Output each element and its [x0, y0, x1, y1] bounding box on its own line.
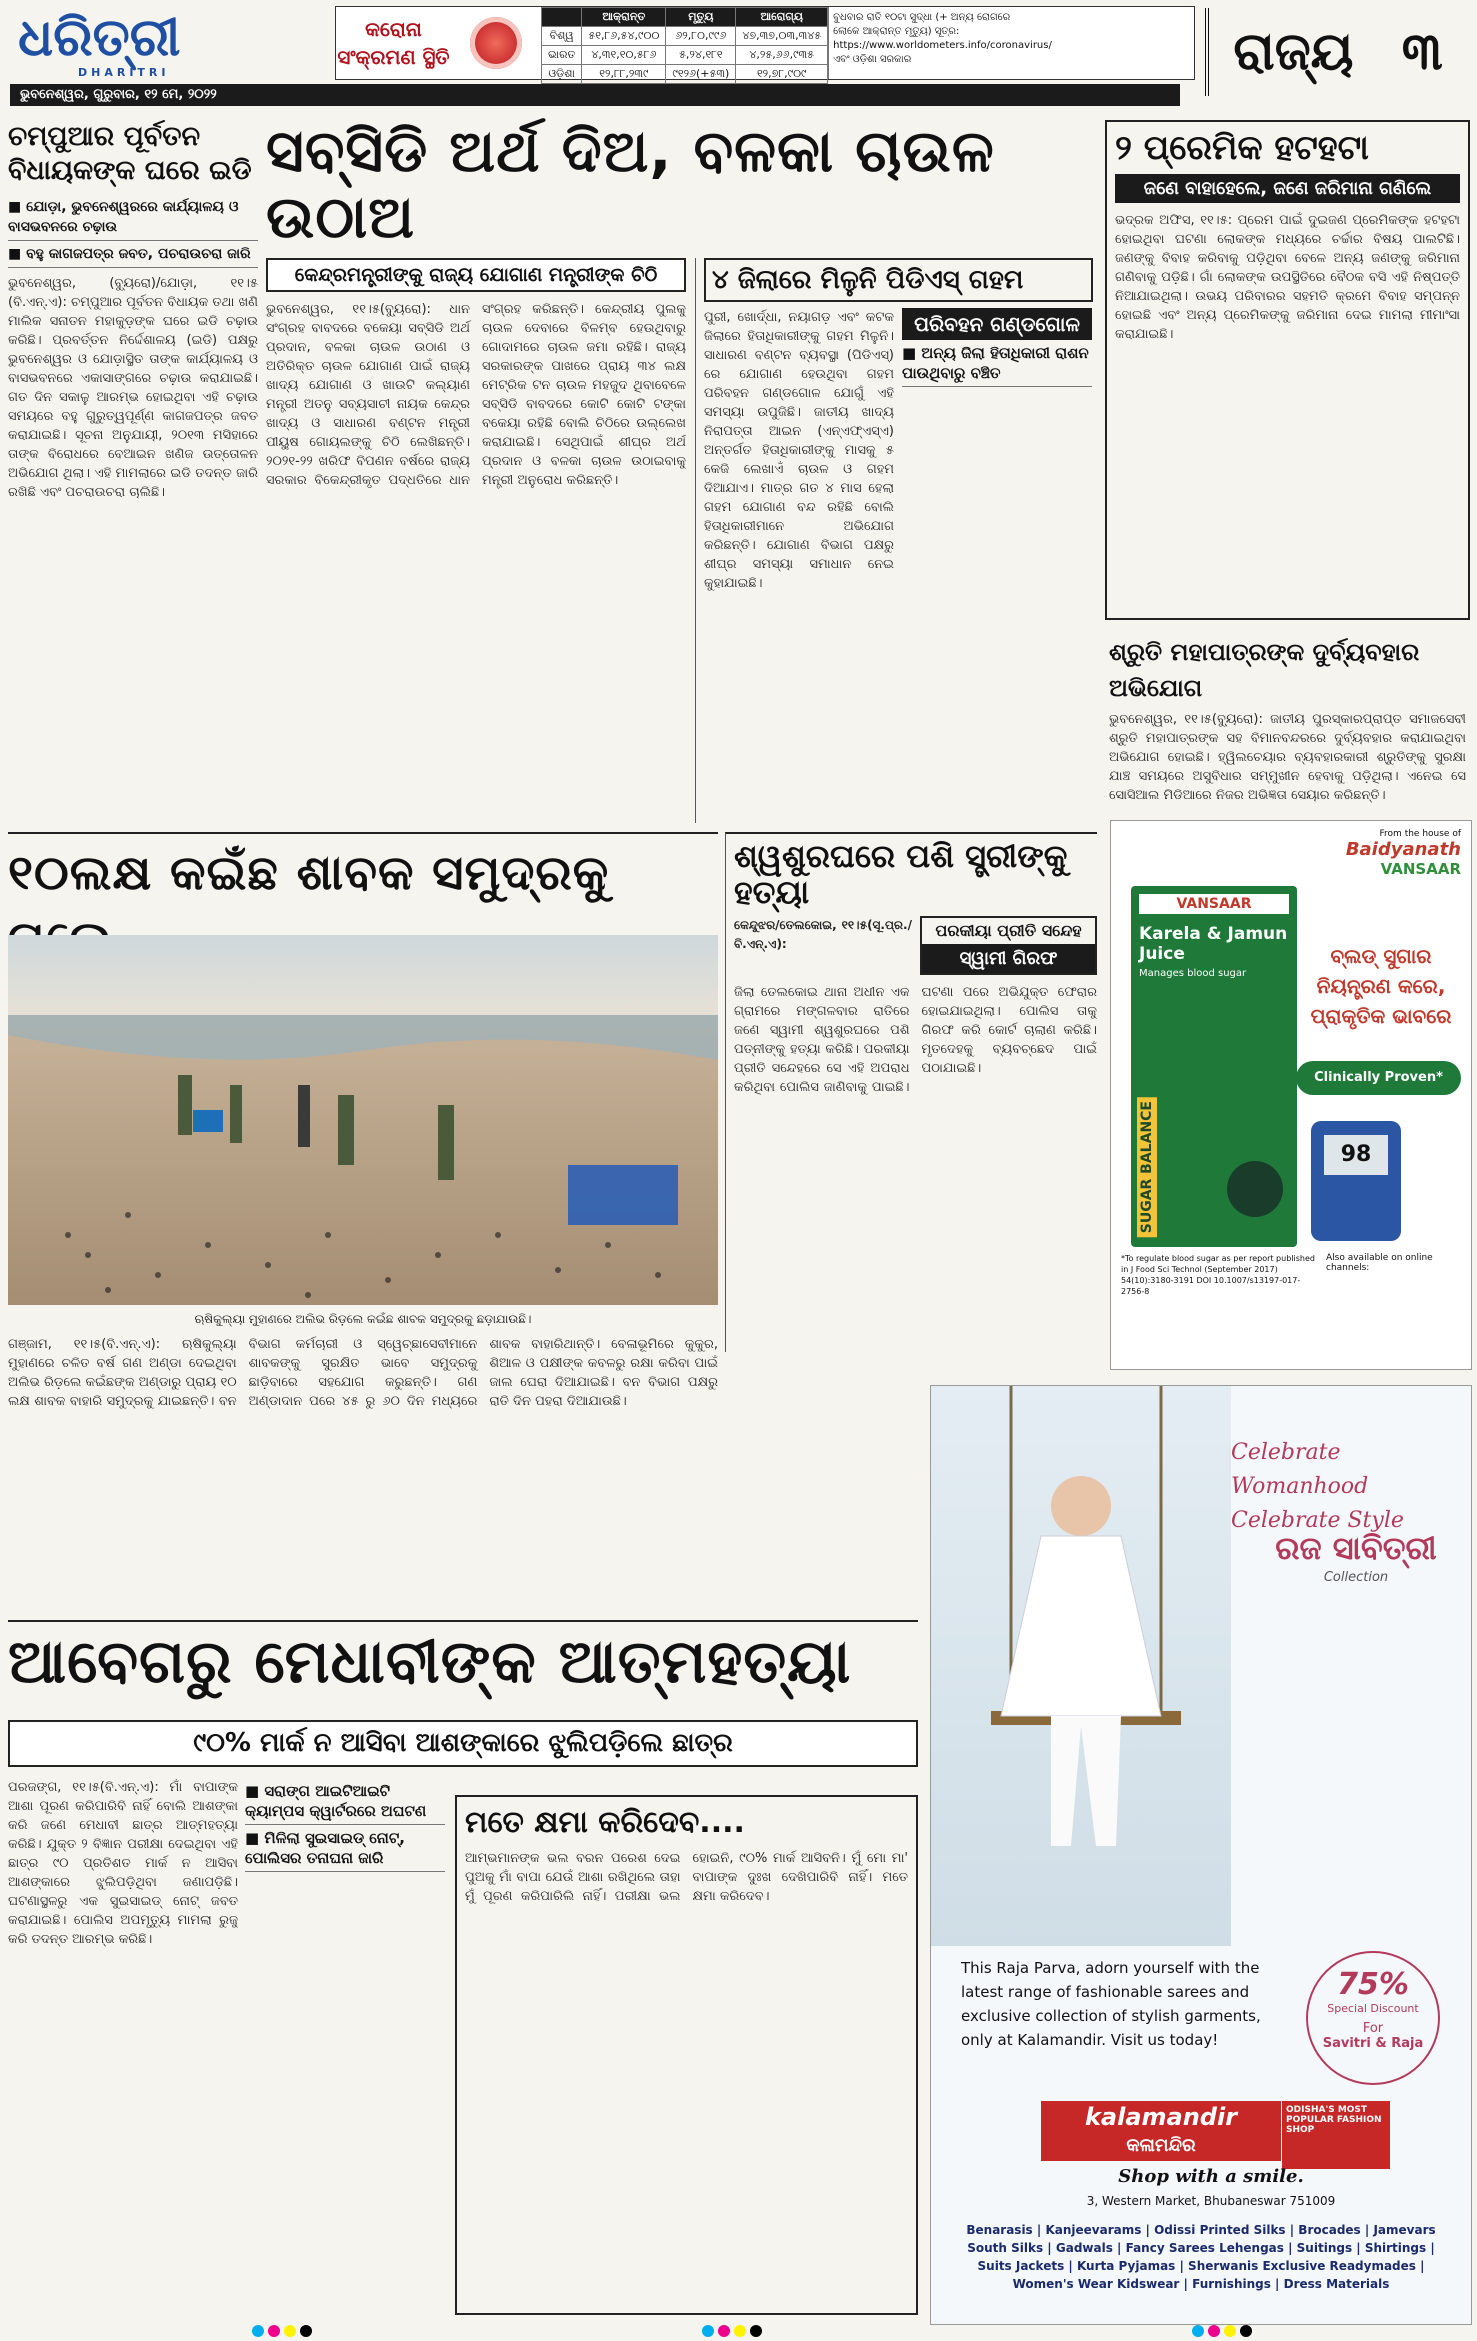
bottle-brand: VANSAAR — [1139, 894, 1289, 914]
beach-photo-illustration — [8, 935, 718, 1305]
covid-header-cell: ଆରୋଗ୍ୟ — [736, 8, 828, 27]
juice-bottle — [1131, 886, 1297, 1247]
story-suicide-bullets — [245, 1778, 445, 1948]
story-body: ଜିଲା ତେଲକୋଇ ଥାନା ଅଧୀନ ଏକ ଗ୍ରାମରେ ମଙ୍ଗଳବାର ରାତିରେ ଜଣେ ସ୍ୱାମୀ ଶ୍ୱଶୁରଘରେ ପଶି ପତ୍ନୀଙ୍କୁ ହତ୍ୟା କରିଛି। ପରକୀୟା ପ୍ରୀତି ସନ୍ଦେହରେ ସେ ଏହି ଅପରାଧ କରିଥିବା ପୋଲିସ ଜାଣିବାକୁ ପାଇଛି। ଘଟଣା ପରେ ଅଭିଯୁକ୍ତ ଫେରାର ହୋଇଯାଇଥିଲା। ପୋଲିସ ତାକୁ ଗିରଫ କରି କୋର୍ଟ ଚାଲାଣ କରିଛି। ମୃତଦେହକୁ ବ୍ୟବଚ୍ଛେଦ ପାଇଁ ପଠାଯାଇଛି। — [734, 985, 1097, 1095]
covid-cell: ୧୨,୮୮,୨୩୯ — [582, 65, 666, 84]
ad-footnote: *To regulate blood sugar as per report published in J Food Sci Technol (September 2017) 54(10):3180-3191 DOI 10.1007/s13197-017-2756-8 — [1121, 1254, 1315, 1296]
logo-brand: kalamandir — [1084, 2103, 1238, 2131]
story-subsidy — [266, 258, 686, 823]
bottle-side-label: SUGAR BALANCE — [1137, 1097, 1157, 1237]
baidyanath-ad[interactable] — [1110, 820, 1472, 1370]
story-shruti — [1105, 630, 1470, 815]
covid-header-cell — [542, 8, 582, 27]
ad-collection-sub: Collection — [1323, 1570, 1389, 1585]
story-body: ପୁରୀ, ଖୋର୍ଦ୍ଧା, ନୟାଗଡ଼ ଏବଂ କଟକ ଜିଲାରେ ହିତାଧିକାରୀଙ୍କୁ ଗହମ ମିଳୁନି। ସାଧାରଣ ବଣ୍ଟନ ବ୍ୟବସ୍ଥା (ପିଡିଏସ୍) ରେ ଯୋଗାଣ ହେଉଥିବା ଗହମ ପରିବହନ ଗଣ୍ଡଗୋଳ ଯୋଗୁଁ ଏହି ସମସ୍ୟା ଉପୁଜିଛି। ଜାତୀୟ ଖାଦ୍ୟ ନିରାପତ୍ତା ଆଇନ (ଏନ୍‌ଏଫ୍‌ଏସ୍‌ଏ) ଅନ୍ତର୍ଗତ ହିତାଧିକାରୀଙ୍କୁ ମାସକୁ ୫ କେଜି ଲେଖାଏଁ ଚାଉଳ ଓ ଗହମ ଦିଆଯାଏ। ମାତ୍ର ଗତ ୪ ମାସ ହେଲା ଗହମ ଯୋଗାଣ ବନ୍ଦ ରହିଛି ବୋଲି ହିତାଧିକାରୀମାନେ ଅଭିଯୋଗ କରିଛନ୍ତି। ଯୋଗାଣ ବିଭାଗ ପକ୍ଷରୁ ଶୀଘ୍ର ସମସ୍ୟା ସମାଧାନ ନେଇ କୁହାଯାଇଛି। — [704, 310, 894, 591]
story-bullet: ■ ସରାଙ୍ଗ ଆଇଟିଆଇଟି କ୍ୟାମ୍ପସ କ୍ୱାର୍ଟରରେ ଅଘଟଣ — [245, 1778, 445, 1825]
ad-body-text: This Raja Parva, adorn yourself with the latest range of fashionable sarees and exclusive collection of stylish garments, only at Kalamandir. Visit us today! — [961, 1959, 1261, 2049]
story-suicide-body-left — [8, 1778, 238, 2313]
discount-for: For — [1362, 2021, 1384, 2036]
story-body: ଭୁବନେଶ୍ୱର, ୧୧।୫(ବ୍ୟୁରୋ): ଜାତୀୟ ପୁରସ୍କାରପ୍ରାପ୍ତ ସମାଜସେବୀ ଶ୍ରୁତି ମହାପାତ୍ରଙ୍କ ସହ ବିମାନବନ୍ଦରରେ ଦୁର୍ବ୍ୟବହାର କରାଯାଇଥିବା ଅଭିଯୋଗ ହୋଇଛି। ହ୍ୱିଲଚେୟାର ବ୍ୟବହାରକାରୀ ଶ୍ରୁତିଙ୍କୁ ସୁରକ୍ଷା ଯାଞ୍ଚ ସମୟରେ ଅସୁବିଧାର ସମ୍ମୁଖୀନ ହେବାକୁ ପଡ଼ିଥିଲା। ଏନେଇ ସେ ସୋସିଆଲ ମିଡିଆରେ ନିଜର ଅଭିଜ୍ଞତା ସେୟାର କରିଛନ୍ତି। — [1109, 712, 1466, 803]
story-sidebox — [902, 308, 1092, 788]
covid-title: କରୋନା ସଂକ୍ରମଣ ସ୍ଥିତି — [337, 17, 450, 69]
story-body: ପରଜଙ୍ଗ, ୧୧।୫(ବି.ଏନ୍.ଏ): ମାଁ ବାପାଙ୍କ ଆଶା ପୂରଣ କରିପାରିବି ନାହିଁ ବୋଲି ଆଶଙ୍କା କରି ଜଣେ ମେଧାବୀ ଛାତ୍ର ଆତ୍ମହତ୍ୟା କରିଛି। ଯୁକ୍ତ ୨ ବିଜ୍ଞାନ ପରୀକ୍ଷା ଦେଇଥିବା ଏହି ଛାତ୍ର ୯୦ ପ୍ରତିଶତ ମାର୍କ ନ ଆସିବା ଆଶଙ୍କାରେ ଝୁଲିପଡ଼ିଥିବା ଜଣାପଡ଼ିଛି। ଘଟଣାସ୍ଥଳରୁ ଏକ ସୁଇସାଇଡ୍ ନୋଟ୍ ଜବତ କରାଯାଇଛି। ପୋଲିସ ଅପମୃତ୍ୟୁ ମାମଲା ରୁଜୁ କରି ତଦନ୍ତ ଆରମ୍ଭ କରିଛି। — [8, 1780, 238, 1947]
story-suicide-headline — [8, 1620, 918, 1710]
covid-cell: ୫,୨୪,୧୮୧ — [666, 46, 736, 65]
glucose-meter-icon — [1311, 1121, 1401, 1241]
model-on-swing-illustration — [931, 1386, 1231, 1946]
print-registration-marks — [0, 2318, 1477, 2339]
covid-cell: ୪,୨୫,୬୬,୯୩୫ — [736, 46, 828, 65]
ad-collection — [1271, 1526, 1441, 1666]
story-ed-raid — [8, 120, 258, 825]
kalamandir-logo — [1041, 2101, 1281, 2161]
story-turtles-headline — [8, 832, 718, 922]
covid-header-cell: ମୃତ୍ୟୁ — [666, 8, 736, 27]
logo-text: ଧରିତ୍ରୀ — [18, 7, 181, 68]
sidebox-title: ପରିବହନ ଗଣ୍ଡଗୋଳ — [902, 308, 1092, 340]
note-body: ଆମ୍ଭମାନଙ୍କ ଭଲ ବରନ ପରେଶ ଦେଇ ପୁଅକୁ ମାଁ ବାପା ଯେଉଁ ଆଶା ରଖିଥିଲେ ତାହା ମୁଁ ପୂରଣ କରିପାରିଲି ନାହିଁ। ପରୀକ୍ଷା ଭଲ ହୋଇନି, ୯୦% ମାର୍କ ଆସିବନି। ମୁଁ ମୋ ମା' ବାପାଙ୍କ ଦୁଃଖ ଦେଖିପାରିବି ନାହିଁ। ମତେ କ୍ଷମା କରିଦେବ। — [465, 1851, 908, 1904]
covid-cell: ଭାରତ — [542, 46, 582, 65]
discount-label: Special Discount — [1327, 2002, 1419, 2015]
turtle-photo — [8, 935, 718, 1330]
covid-cell: ୫୧,୮୬,୫୪,୯୦୦ — [582, 27, 666, 46]
bottle-desc: Manages blood sugar — [1139, 968, 1247, 979]
covid-row-odisha — [542, 65, 828, 84]
discount-badge — [1306, 1951, 1440, 2085]
logo-brand-odia: କଳାମନ୍ଦିର — [1126, 2135, 1196, 2156]
ad-slogan: Shop with a smile. — [1118, 2166, 1304, 2187]
ad-headline — [1231, 1436, 1466, 1538]
box-subtitle: ସ୍ୱାମୀ ଗିରଫ — [922, 944, 1095, 973]
covid-cell: ୪,୩୧,୧୦,୫୮୬ — [582, 46, 666, 65]
logo-subtext: DHARITRI — [78, 66, 170, 79]
cmyk-swatch — [250, 2322, 314, 2341]
jamun-fruit-icon — [1227, 1161, 1283, 1217]
story-box — [920, 916, 1097, 975]
cmyk-swatch — [700, 2322, 764, 2341]
story-lovers — [1105, 120, 1470, 620]
covid-cell: ଓଡ଼ିଶା — [542, 65, 582, 84]
covid-row-world — [542, 27, 828, 46]
story-bullet: ■ ବହୁ କାଗଜପତ୍ର ଜବତ, ପଚରାଉଚରା ଜାରି — [8, 241, 258, 268]
clinically-proven-badge — [1296, 1061, 1461, 1095]
ad-collection-name: ରଜ ସାବିତ୍ରୀ — [1275, 1529, 1437, 1567]
story-body: ଭୁବନେଶ୍ୱର, ୧୧।୫(ବ୍ୟୁରୋ): ଧାନ ସଂଗ୍ରହ ବାବଦରେ ବକେୟା ସବ୍‌ସିଡି ଅର୍ଥ ପ୍ରଦାନ, ବଳକା ଚାଉଳ ଉଠାଣ ଓ ଅତିରିକ୍ତ ଚାଉଳ ଯୋଗାଣ ପାଇଁ ରାଜ୍ୟ ଖାଦ୍ୟ ଯୋଗାଣ ଓ ଖାଉଟି କଲ୍ୟାଣ ମନ୍ତ୍ରୀ ଅତନୁ ସବ୍ୟସାଚୀ ନାୟକ କେନ୍ଦ୍ର ଖାଦ୍ୟ ଓ ସାଧାରଣ ବଣ୍ଟନ ମନ୍ତ୍ରୀ ପୀୟୁଷ ଗୋୟଲଙ୍କୁ ଚିଠି ଲେଖିଛନ୍ତି। ୨୦୨୧-୨୨ ଖରିଫ ବିପଣନ ବର୍ଷରେ ରାଜ୍ୟ ସରକାର ବିକେନ୍ଦ୍ରୀକୃତ ପଦ୍ଧତିରେ ଧାନ ସଂଗ୍ରହ କରିଛନ୍ତି। କେନ୍ଦ୍ରୀୟ ପୁଲକୁ ଚାଉଳ ଦେବାରେ ବିଳମ୍ବ ହେଉଥିବାରୁ ଗୋଦାମରେ ଚାଉଳ ଜମା ରହିଛି। ରାଜ୍ୟ ସରକାରଙ୍କ ପାଖରେ ପ୍ରାୟ ୩୪ ଲକ୍ଷ ମେଟ୍ରିକ ଟନ ଚାଉଳ ମହଜୁଦ ଥିବାବେଳେ ସବ୍‌ସିଡି ବାବଦରେ କୋଟି କୋଟି ଟଙ୍କା ବକେୟା ରହିଛି ବୋଲି ଚିଠିରେ ଉଲ୍ଲେଖ କରାଯାଇଛି। ସେଥିପାଇଁ ଶୀଘ୍ର ଅର୍ଥ ପ୍ରଦାନ ଓ ବଳକା ଚାଉଳ ଉଠାଇବାକୁ ମନ୍ତ୍ରୀ ଅନୁରୋଧ କରିଛନ୍ତି। — [266, 302, 686, 488]
ad-model-image — [931, 1386, 1231, 1946]
covid-source-note: ବୁଧବାର ରାତି ୧୦ଟା ସୁଦ୍ଧା (+ ଅନ୍ୟ ରୋଗରେ ଲୋକେ ଆକ୍ରାନ୍ତ ମୃତ୍ୟୁ) ସୂତ୍ର: https://www.worldometers.info/coronavirus/ ଏବଂ ଓଡ଼ିଶା ସରକାର — [828, 7, 1027, 79]
meter-reading: 98 — [1324, 1135, 1388, 1175]
photo-caption: ଋଷିକୁଲ୍ୟା ମୁହାଣରେ ଅଲିଭ ରିଡ଼ଲେ କଇଁଛ ଶାବକ ସମୁଦ୍ରକୁ ଛଡ଼ାଯାଉଛି। — [194, 1312, 532, 1326]
shop-tag: ODISHA'S MOST POPULAR FASHION SHOP — [1281, 2101, 1390, 2169]
covid-table — [541, 7, 828, 84]
story-bullet: ■ ଯୋଡ଼ା, ଭୁବନେଶ୍ୱରରେ କାର୍ଯ୍ୟାଳୟ ଓ ବାସଭବନରେ ଚଢ଼ାଉ — [8, 194, 258, 241]
covid-cell: ୬୨,୮୦,୯୯୬ — [666, 27, 736, 46]
ad-address: 3, Western Market, Bhubaneswar 751009 — [1086, 2194, 1336, 2208]
story-headline: ୧୦ଲକ୍ଷ କଇଁଛ ଶାବକ ସମୁଦ୍ରକୁ — [8, 845, 610, 901]
section-tag — [1205, 8, 1467, 96]
box-title: ପରକୀୟା ପ୍ରୀତି ସନ୍ଦେହ — [935, 921, 1082, 940]
badge-text: Clinically Proven* — [1314, 1070, 1443, 1085]
page-number: ୩ — [1401, 22, 1443, 82]
covid-cell: ୧୨,୭୮,୯୦୯ — [736, 65, 828, 84]
sidebox-bullet: ■ ଅନ୍ୟ ଜିଲା ହିତାଧିକାରୀ ରାଶନ ପାଉଥିବାରୁ ବଞ୍ଚିତ — [902, 340, 1092, 387]
masthead-logo — [18, 7, 218, 80]
story-subsidy-headline — [266, 117, 1091, 251]
kalamandir-ad[interactable] — [930, 1385, 1472, 2325]
discount-value: 75% — [1337, 1967, 1409, 2002]
ad-line1: Celebrate Womanhood — [1231, 1440, 1369, 1499]
ad-brand-name: Baidyanath — [1345, 839, 1461, 860]
bottle-product: Karela & Jamun Juice — [1139, 924, 1288, 964]
ad-from-house: From the house of — [1379, 829, 1461, 839]
story-headline: ଚମ୍ପୁଆର ପୂର୍ବତନ ବିଧାୟକଙ୍କ ଘରେ ଇଡି — [8, 121, 252, 186]
note-title: ମତେ କ୍ଷମା କରିଦେବ.... — [465, 1805, 745, 1840]
story-subhead: କେନ୍ଦ୍ରମନ୍ତ୍ରୀଙ୍କୁ ରାଜ୍ୟ ଯୋଗାଣ ମନ୍ତ୍ରୀଙ୍କ ଚିଠି — [266, 258, 686, 292]
story-suicide-subhead — [8, 1720, 918, 1768]
story-body: ଭୁବନେଶ୍ୱର, (ବ୍ୟୁରୋ)/ଯୋଡ଼ା, ୧୧।୫ (ବି.ଏନ୍.ଏ): ଚମ୍ପୁଆର ପୂର୍ବତନ ବିଧାୟକ ତଥା ଖଣି ମାଲିକ ସନାତନ ମହାକୁଡ଼ଙ୍କ ଘରେ ଇଡି ଚଢ଼ାଉ କରିଛି। ପ୍ରବର୍ତ୍ତନ ନିର୍ଦ୍ଦେଶାଳୟ (ଇଡି) ପକ୍ଷରୁ ଭୁବନେଶ୍ୱର ଓ ଯୋଡ଼ାସ୍ଥିତ ତାଙ୍କ କାର୍ଯ୍ୟାଳୟ ଓ ବାସଭବନରେ ଏକାସାଙ୍ଗରେ ଚଢ଼ାଉ କରାଯାଇଛି। ଗତ ଦିନ ସକାଳୁ ଆରମ୍ଭ ହୋଇଥିବା ଏହି ଚଢ଼ାଉ ସମୟରେ ବହୁ ଗୁରୁତ୍ୱପୂର୍ଣ୍ଣ କାଗଜପତ୍ର ଜବତ କରାଯାଇଛି। ସୂଚନା ଅନୁଯାୟୀ, ୨୦୧୩ ମସିହାରେ ତାଙ୍କ ବିରୋଧରେ ବେଆଇନ ଖଣିଜ ଉତ୍ତୋଳନ ଅଭିଯୋଗ ଥିଲା। ଏହି ମାମଲାରେ ଇଡି ତଦନ୍ତ ଜାରି ରଖିଛି ଏବଂ ପଚରାଉଚରା ଚାଲିଛି। — [8, 276, 258, 500]
story-headline: ୨ ପ୍ରେମିକ ହଟହଟା — [1115, 128, 1369, 168]
cmyk-swatch — [1190, 2322, 1254, 2341]
ad-categories: Benarasis | Kanjeevarams | Odissi Printed Silks | Brocades | Jamevars South Silks | Gadwals | Fancy Sarees Lehengas | Suitings | Shirtings | Suits Jackets | Kurta Pyjamas | Sherwanis Exclusive Readymades | Women's Wear Kidswear | Furnishings | Dress Materials — [966, 2223, 1436, 2291]
dateline: ଭୁବନେଶ୍ୱର, ଗୁରୁବାର, ୧୨ ମେ, ୨୦୨୨ — [10, 84, 1180, 106]
ad-line2: Celebrate Style — [1231, 1508, 1404, 1533]
story-subhead: ୯୦% ମାର୍କ ନ ଆସିବା ଆଶଙ୍କାରେ ଝୁଲିପଡ଼ିଲେ ଛାତ୍ର — [8, 1720, 918, 1767]
covid-cell: ୪୭,୩୭,୦୩,୩୪୫ — [736, 27, 828, 46]
covid-cell: ବିଶ୍ୱ — [542, 27, 582, 46]
ad-tagline: ବ୍ଲଡ୍ ସୁଗାର ନିୟନ୍ତ୍ରଣ କରେ, ପ୍ରାକୃତିକ ଭାବରେ — [1310, 944, 1452, 1028]
story-body: ଗଞ୍ଜାମ, ୧୧।୫(ବି.ଏନ୍.ଏ): ଋଷିକୁଲ୍ୟା ମୁହାଣରେ ଚଳିତ ବର୍ଷ ଗଣ ଅଣ୍ଡା ଦେଇଥିବା ଅଲିଭ ରିଡ଼ଲେ କଇଁଛଙ୍କ ଅଣ୍ଡାରୁ ପ୍ରାୟ ୧୦ ଲକ୍ଷ ଶାବକ ବାହାରି ସମୁଦ୍ରକୁ ଯାଇଛନ୍ତି। ବନ ବିଭାଗ କର୍ମଚାରୀ ଓ ସ୍ୱେଚ୍ଛାସେବୀମାନେ ଶାବକଙ୍କୁ ସୁରକ୍ଷିତ ଭାବେ ସମୁଦ୍ରକୁ ଛାଡ଼ିବାରେ ସହଯୋଗ କରୁଛନ୍ତି। ଗଣ ଅଣ୍ଡାଦାନ ପରେ ୪୫ ରୁ ୬୦ ଦିନ ମଧ୍ୟରେ ଶାବକ ବାହାରିଥାନ୍ତି। ବେଳାଭୂମିରେ କୁକୁର, ଶିଆଳ ଓ ପକ୍ଷୀଙ୍କ କବଳରୁ ରକ୍ଷା କରିବା ପାଇଁ ଜାଲ ଘେରା ଦିଆଯାଇଛି। ବନ ବିଭାଗ ପକ୍ଷରୁ ରାତି ଦିନ ପହରା ଦିଆଯାଉଛି। — [8, 1337, 718, 1409]
ad-brand-line: VANSAAR — [1380, 860, 1461, 878]
story-headline: ଶ୍ରୁତି ମହାପାତ୍ରଙ୍କ ଦୁର୍ବ୍ୟବହାର ଅଭିଯୋଗ — [1109, 638, 1420, 702]
story-bullet: ■ ମିଳିଲା ସୁଇସାଇଡ୍ ନୋଟ୍, ପୋଲିସର ତନାଘନା ଜାରି — [245, 1825, 445, 1872]
covid-row-india — [542, 46, 828, 65]
section-name: ରାଜ୍ୟ — [1233, 22, 1354, 82]
story-pds-wheat — [695, 258, 1093, 823]
story-wife-murder — [725, 832, 1097, 1352]
virus-icon — [451, 7, 541, 79]
story-headline: ସବ୍‌ସିଡି ଅର୍ଥ ଦିଅ, ବଳକା ଚାଉଳ ଉଠାଅ — [266, 117, 995, 251]
suicide-note-box — [455, 1795, 918, 2315]
story-subhead: ଜଣେ ବାହାହେଲେ, ଜଣେ ଜରିମାନା ଗଣିଲେ — [1115, 174, 1460, 203]
story-dateline: କେନ୍ଦୁଝର/ତେଲକୋଇ, ୧୧।୫(ସୂ.ପ୍ର./ବି.ଏନ୍.ଏ): — [734, 918, 912, 951]
story-headline: ଶ୍ୱଶୁରଘରେ ପଶି ସ୍ତ୍ରୀଙ୍କୁ ହତ୍ୟା — [734, 837, 1068, 911]
covid-cell: ୯୧୨୬(+୫୩) — [666, 65, 736, 84]
story-headline: ଆବେଗରୁ ମେଧାବୀଙ୍କ ଆତ୍ମହତ୍ୟା — [8, 1627, 852, 1697]
ad-online-channels: Also available on online channels: — [1326, 1253, 1433, 1273]
story-headline: ୪ ଜିଲାରେ ମିଳୁନି ପିଡିଏସ୍ ଗହମ — [704, 258, 1093, 302]
story-body: ଭଦ୍ରକ ଅଫିସ, ୧୧।୫: ପ୍ରେମ ପାଇଁ ଦୁଇଜଣ ପ୍ରେମିକଙ୍କ ହଟହଟା ହୋଇଥିବା ଘଟଣା ଲୋକଙ୍କ ମଧ୍ୟରେ ଚର୍ଚ୍ଚାର ବିଷୟ ପାଲଟିଛି। ଜଣଙ୍କୁ ବିବାହ କରିବାକୁ ପଡ଼ିଥିବା ବେଳେ ଅନ୍ୟ ଜଣଙ୍କୁ ଜରିମାନା ଗଣିବାକୁ ପଡ଼ିଛି। ଗାଁ ଲୋକଙ୍କ ଉପସ୍ଥିତିରେ ବୈଠକ ବସି ଏହି ନିଷ୍ପତ୍ତି ନିଆଯାଇଥିଲା। ଉଭୟ ପରିବାରର ସହମତି କ୍ରମେ ବିବାହ ସମ୍ପନ୍ନ ହୋଇଛି ଏବଂ ଅନ୍ୟ ପ୍ରେମିକଙ୍କୁ ଜରିମାନା ଦେଇ ମାମଲା ମୀମାଂସା କରାଯାଇଛି। — [1115, 213, 1460, 342]
covid-status-box — [335, 6, 1195, 80]
covid-header-cell: ଆକ୍ରାନ୍ତ — [582, 8, 666, 27]
ad-brand — [1346, 829, 1461, 878]
discount-festival: Savitri & Raja — [1322, 2036, 1424, 2051]
